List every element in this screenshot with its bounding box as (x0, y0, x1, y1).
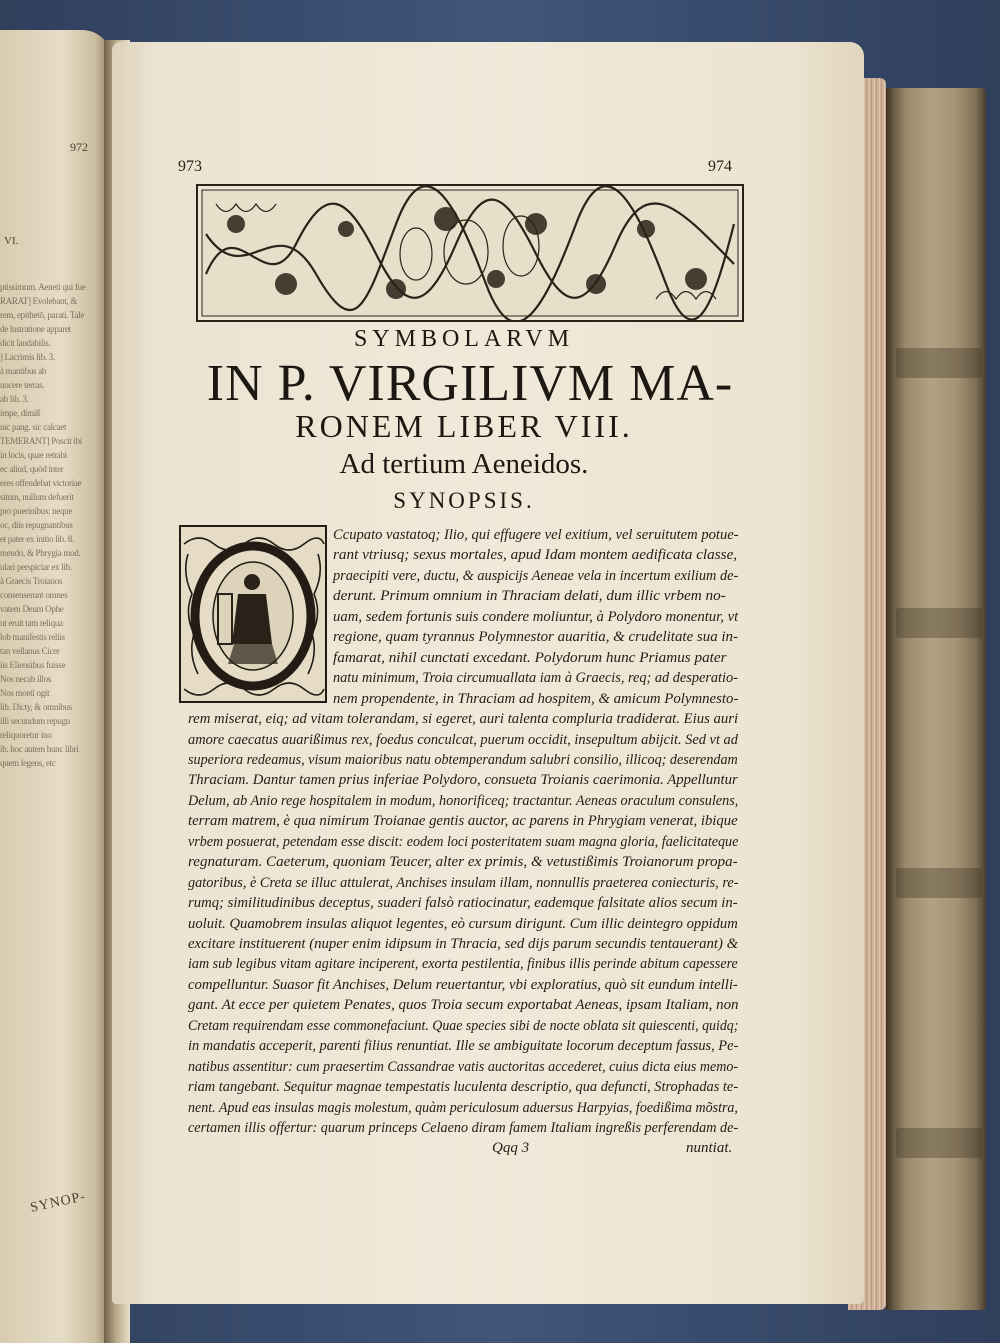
left-page-line: tan vellanus Cicer (0, 646, 60, 656)
book-binding (886, 88, 986, 1310)
catchword: nuntiat. (686, 1140, 733, 1156)
synopsis-line: nent. Apud eas insulas magis molestum, quàm periculosum aduersus Harpyias, foedißima mõstra, (188, 1098, 738, 1116)
left-page-line: reliquoretur ino (0, 730, 52, 740)
synopsis-line: compelluntur. Suasor fit Anchises, Delum reuertantur, vbi exploratius, quò sit eundum intelli- (188, 975, 738, 993)
left-page-line: vatem Deum Ophe (0, 604, 64, 614)
synopsis-line: excitare instituerent (nuper enim idipsum in Thracia, sed dijs parum secundis tentauerant) & (188, 935, 739, 952)
left-page-line: dicit laudabilis. (0, 338, 51, 348)
synopsis-line: riam tangebant. Sequitur magnae tempestatis luculenta descriptio, qua defuncti, Strophadas te- (188, 1078, 739, 1096)
left-page-line: illi secundum repugn (0, 716, 70, 726)
title-line-2: IN P. VIRGILIVM MA- (206, 355, 734, 412)
left-folio: 972 (70, 140, 88, 154)
left-page-line: et pater ex initio lib. 8. (0, 534, 74, 544)
synopsis-line: Cretam requirendam esse commonefaciunt. Quae species sibi de nocte oblata sit quiescenti, quidq; (188, 1016, 739, 1034)
left-page (0, 30, 112, 1343)
synopsis-line: natu minimum, Troia circumuallata iam à Graecis, req; ad desperatio- (333, 669, 738, 687)
left-page-line: situm, nullum defuerit (0, 492, 74, 502)
left-page-line: ptissimum. Aeneti qui fue (0, 282, 86, 292)
left-page-line: à mantibus ab (0, 366, 47, 376)
synopsis-line: Thraciam. Dantur tamen prius inferiae Polydoro, consueta Troianis caerimonia. Appelluntur (188, 771, 738, 789)
left-page-line: pro puerinibus: neque (0, 506, 73, 516)
left-page-line: lob manifestis reliis (0, 632, 65, 642)
left-page-line: ut eruit tam reliqua (0, 618, 63, 628)
synopsis-line: regnaturam. Caeterum, quoniam Teucer, alter ex primis, & vetustißimis Troianorum propa- (188, 853, 738, 871)
synopsis-line: superiora redeamus, visum maioribus natu obtemperandum salubri consilio, illicoq; deserendam (188, 750, 738, 768)
folio-left: 973 (178, 158, 202, 175)
left-catchword: SYNOP- (28, 1189, 88, 1216)
left-page-line: uocere terras. (0, 380, 45, 390)
synopsis-line: gant. At ecce per quietem Penates, quos Troia secum exportabat Aeneas, ipsam Italiam, non (188, 996, 739, 1014)
synopsis-line: gatoribus, è Creta se illuc attulerat, Anchises insulam illam, nonnullis praeterea coniecturis, re- (188, 873, 739, 891)
synopsis-line: vrbem posuerat, petendam esse discit: eodem loci posteritatem suam magna gloria, faelicitateque (188, 832, 739, 850)
left-page-line: RARAT] Evolebant, & (0, 296, 78, 306)
synopsis-line: natibus assentitur: cum praesertim Cassandrae vatis auctoritas accederet, cuius dicta eius memo- (188, 1057, 739, 1075)
left-page-line: ib. hoc autem hunc libri (0, 744, 79, 754)
left-page-line: ec aliud, quòd inter (0, 464, 64, 474)
synopsis-line: Ccupato vastatoq; Ilio, qui effugere vel exitium, vel seruitutem potue- (333, 526, 739, 543)
left-page-line: consenserunt omnes (0, 590, 68, 600)
left-page-line: TEMERANT] Poscit ibi (0, 436, 82, 446)
left-running-head: VI. (4, 235, 19, 247)
synopsis-line: rant vtriusq; sexus mortales, apud Idam montem aedificata classe, (333, 546, 738, 564)
left-page-line: de lustratione apparet (0, 324, 71, 334)
synopsis-line: in mandatis acceperit, parenti filius renuntiat. Ille se ambiguitate locorum deceptum fassus, Pe- (188, 1037, 739, 1055)
left-page-line: à Graecis Troianos (0, 576, 63, 586)
synopsis-line: famarat, nihil cunctati excedant. Polydorum hunc Priamus pater (333, 648, 727, 666)
subtitle: Ad tertium Aeneidos. (339, 448, 589, 480)
left-page-line: Nos necab illos (0, 674, 51, 684)
left-page-line: ab lib. 3. (0, 394, 29, 404)
initial-letter: O (253, 615, 255, 617)
synopsis-line: derunt. Primum omnium in Thraciam delati, dum illic vrbem no- (333, 587, 726, 605)
synopsis-line: praecipiti vere, ductu, & auspicijs Aeneae vela in incertum exilium de- (333, 566, 739, 584)
synopsis-line: rumq; similitudinibus deceptus, suaderi falsò ratiocinatur, eademque falsitate alios secum in- (188, 894, 738, 912)
left-page-line: rem, epithetō, parati. Tale (0, 310, 85, 320)
synopsis-line: uoluit. Quamobrem insulas aliquot legentes, eò cursum dirigunt. Cum illic deintegro oppidum (188, 914, 738, 932)
synopsis-line: terram matrem, è qua nimirum Troianae gentis auctor, ac parens in Phrygiam venerat, ibique (188, 812, 738, 830)
left-page-line: ] Lacrimis lib. 3. (0, 352, 55, 362)
synopsis-line: nem propendente, in Thraciam ad hospitem, & amicum Polymnesto- (333, 689, 739, 707)
left-page-line: eres offendebat victoriae (0, 478, 82, 488)
ornamental-headpiece (196, 184, 744, 322)
synopsis-line: iam sub legibus vitam agitare inciperent, exorta pestilentia, finibus illis perinde abitum capessere (188, 955, 738, 973)
left-page-line: impe, dimiß (0, 408, 41, 418)
folio-right: 974 (708, 158, 732, 175)
left-page-line: lib. Dicty, & omnibus (0, 702, 72, 712)
synopsis-line: Delum, ab Anio rege hospitalem in modum, honorificeq; tractantur. Aeneas oraculum consulens, (188, 791, 739, 809)
left-page-line: mendo, & Phrygia mod. (0, 548, 81, 558)
synopsis-line: certamen illis offertur: quarum princeps Celaeno diram famem Italiam ingreßis perferendam de- (188, 1119, 739, 1137)
left-page-line: in locis, quae retrahi (0, 450, 67, 460)
synopsis-line: rem miserat, eiq; ad vitam tolerandam, si egeret, auri talenta compluria tradiderat. Eius auri (188, 710, 739, 728)
left-page-line: Nos moeti ogit (0, 688, 50, 698)
left-page-text (0, 280, 100, 770)
left-page-line: quem legens, etc (0, 758, 56, 768)
decorated-initial-o-icon (178, 524, 328, 704)
title-line-1: SYMBOLARVM (353, 326, 575, 352)
left-page-line: ulari perspiciar ex lib. (0, 562, 72, 572)
synopsis-line: amore caecatus auarißimus rex, foedus conculcat, puerum occidit, insepultum abijcit. Sed vt ad (188, 730, 738, 748)
section-heading: SYNOPSIS. (393, 488, 535, 513)
left-page-line: nic pang. sic calcaet (0, 422, 67, 432)
left-page-line: oc, diis repugnantibus (0, 520, 73, 530)
left-page-line: iis Eliensibus fuisse (0, 660, 66, 670)
synopsis-line: regione, quam tyrannus Polymnestor auaritia, & crudelitate sua in- (333, 628, 738, 646)
synopsis-line: uam, sedem fortunis suis condere moliuntur, à Polydoro monentur, vt (333, 607, 739, 625)
title-line-3: RONEM LIBER VIII. (295, 408, 633, 444)
signature-mark: Qqq 3 (492, 1140, 530, 1156)
